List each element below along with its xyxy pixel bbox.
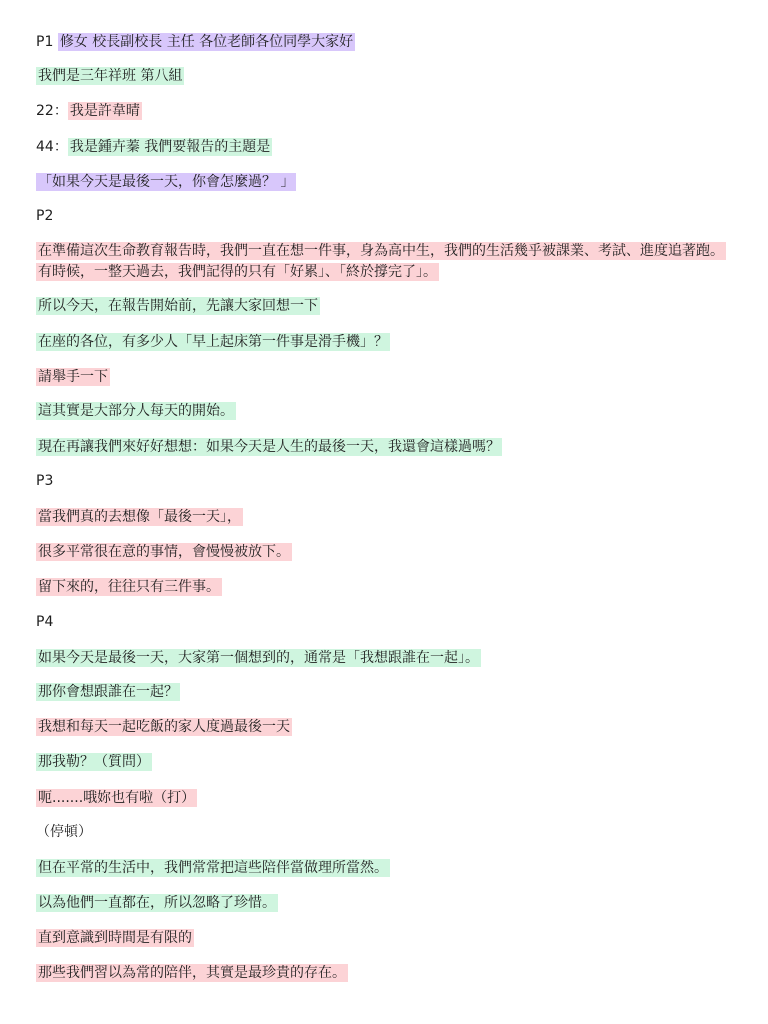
doc-line-25 [36, 894, 736, 913]
highlighted-text: 這其實是大部分人每天的開始。 [38, 403, 234, 419]
doc-line-1 [36, 33, 736, 52]
doc-line-15 [36, 543, 736, 562]
highlighted-text: 那我勒？（質問） [38, 754, 150, 770]
highlighted-text: 我是許韋晴 [69, 103, 140, 119]
doc-line-21 [36, 753, 736, 772]
highlighted-text: 現在再讓我們來好好想想：如果今天是人生的最後一天，我還會這樣過嗎？ [38, 439, 500, 455]
highlighted-text: 請舉手一下 [38, 369, 108, 385]
section-heading-p2 [36, 207, 736, 226]
doc-line-18 [36, 649, 736, 668]
highlighted-text: 我們是三年祥班 第八組 [38, 68, 183, 84]
highlighted-text: 呃.......哦妳也有啦（打） [38, 790, 196, 806]
doc-line-26 [36, 929, 736, 948]
doc-line-19 [36, 683, 736, 702]
highlighted-text: 當我們真的去想像「最後一天」， [38, 509, 241, 525]
doc-line-5 [36, 173, 736, 192]
pause-label: （停頓） [36, 824, 92, 840]
doc-line-3 [36, 102, 736, 121]
doc-line-10 [36, 368, 736, 387]
section-label: P1 [36, 34, 58, 50]
doc-line-7 [36, 241, 726, 283]
highlighted-text: 我是鍾卉蓁 我們要報告的主題是 [69, 139, 271, 155]
doc-line-9 [36, 333, 736, 352]
doc-line-27 [36, 964, 736, 983]
doc-line-16 [36, 578, 736, 597]
stage-direction [36, 823, 736, 842]
doc-line-2 [36, 67, 736, 86]
doc-line-4 [36, 138, 736, 157]
highlighted-text: 我想和每天一起吃飯的家人度過最後一天 [38, 719, 290, 735]
highlighted-text: 在座的各位，有多少人「早上起床第一件事是滑手機」？ [38, 334, 388, 350]
section-label: P4 [36, 614, 54, 630]
doc-line-8 [36, 297, 736, 316]
speaker-number: 44： [36, 139, 68, 155]
doc-line-11 [36, 402, 736, 421]
doc-line-22 [36, 789, 736, 808]
section-heading-p4 [36, 613, 736, 632]
section-label: P2 [36, 208, 54, 224]
highlighted-text: 以為他們一直都在，所以忽略了珍惜。 [38, 895, 276, 911]
highlighted-text: 如果今天是最後一天，大家第一個想到的，通常是「我想跟誰在一起」。 [38, 650, 479, 666]
highlighted-text: 在準備這次生命教育報告時，我們一直在想一件事，身為高中生，我們的生活幾乎被課業、考試、進度追著跑。有時候，一整天過去，我們記得的只有「好累」、「終於撐完了」。 [38, 243, 724, 280]
highlighted-text: 所以今天，在報告開始前，先讓大家回想一下 [38, 298, 318, 314]
highlighted-text: 「如果今天是最後一天，你會怎麼過？ 」 [38, 174, 295, 190]
doc-line-20 [36, 718, 736, 737]
doc-line-12 [36, 438, 736, 457]
highlighted-text: 但在平常的生活中，我們常常把這些陪伴當做理所當然。 [38, 860, 388, 876]
speaker-number: 22： [36, 103, 68, 119]
section-heading-p3 [36, 472, 736, 491]
section-label: P3 [36, 473, 54, 489]
highlighted-text: 很多平常很在意的事情，會慢慢被放下。 [38, 544, 290, 560]
highlighted-text: 那些我們習以為常的陪伴，其實是最珍貴的存在。 [38, 965, 346, 981]
highlighted-text: 那你會想跟誰在一起？ [38, 684, 178, 700]
highlighted-text: 直到意識到時間是有限的 [38, 930, 192, 946]
highlighted-text: 修女 校長副校長 主任 各位老師各位同學大家好 [59, 34, 354, 50]
doc-line-14 [36, 508, 736, 527]
highlighted-text: 留下來的，往往只有三件事。 [38, 579, 220, 595]
doc-line-24 [36, 859, 736, 878]
